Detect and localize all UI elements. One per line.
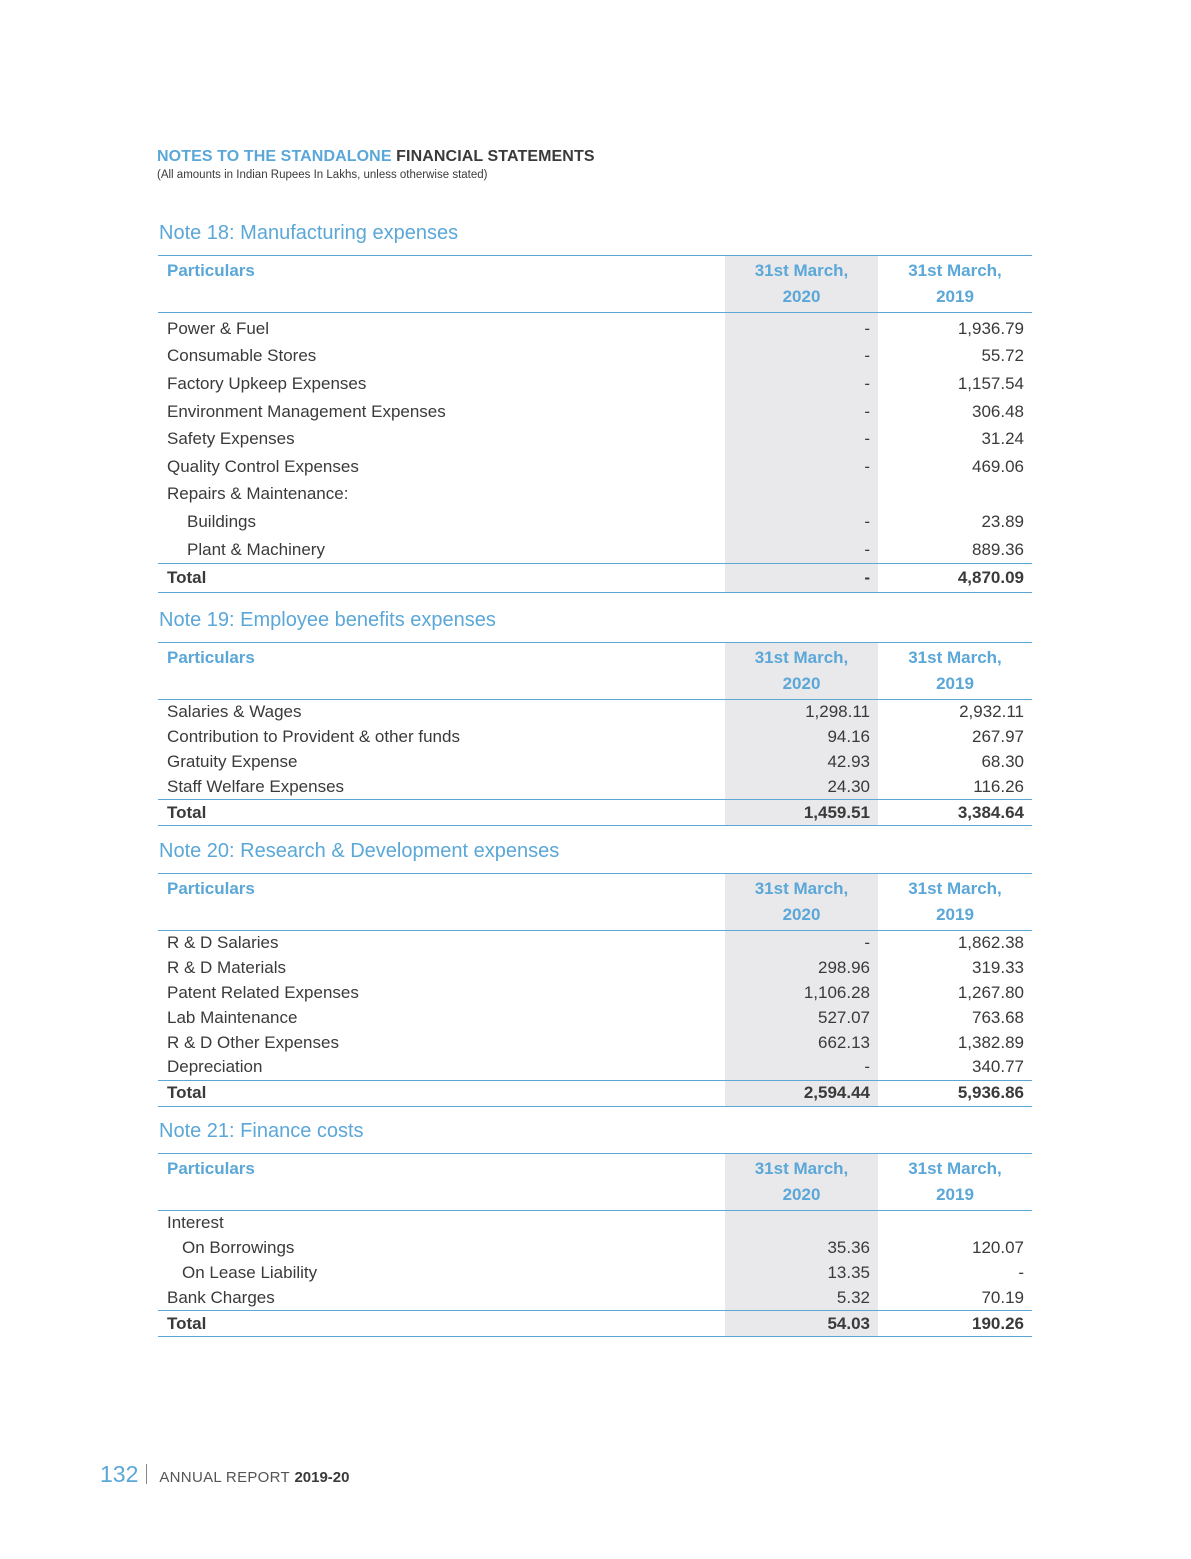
total-row	[158, 564, 1032, 593]
row-value-2020: -	[725, 425, 878, 453]
col-header-particulars: Particulars	[158, 643, 725, 700]
total-value-2020: 2,594.44	[725, 1080, 878, 1106]
note19-table	[158, 642, 1032, 826]
note20-title: Note 20: Research & Development expenses	[159, 840, 560, 862]
row-label: Patent Related Expenses	[167, 982, 359, 1002]
table-row	[158, 774, 1032, 799]
total-row	[158, 1080, 1032, 1106]
row-value-2019: 1,936.79	[957, 318, 1024, 338]
row-label: R & D Materials	[167, 958, 287, 978]
table-row	[158, 398, 1032, 426]
page-number: 132	[100, 1461, 139, 1487]
row-label: Buildings	[187, 511, 256, 531]
total-value-2019: 5,936.86	[878, 1080, 1032, 1106]
row-label: Consumable Stores	[167, 346, 317, 366]
col-header-2020-line1: 31st March,	[754, 261, 849, 280]
row-label: Power & Fuel	[167, 318, 270, 338]
row-label: Depreciation	[167, 1057, 263, 1077]
table-row	[158, 931, 1032, 956]
row-label: Quality Control Expenses	[167, 456, 359, 476]
col-header-2020-line1: 31st March,	[754, 1159, 849, 1178]
col-header-2019-line2: 2019	[936, 1185, 974, 1204]
table-row	[158, 700, 1032, 725]
header-subtitle: (All amounts in Indian Rupees In Lakhs, unless otherwise stated)	[157, 169, 488, 181]
row-value-2019: 319.33	[972, 958, 1024, 978]
row-value-2020: -	[725, 398, 878, 426]
row-value-2019	[878, 1211, 1032, 1236]
row-value-2020: 662.13	[725, 1030, 878, 1055]
row-value-2019: 23.89	[981, 511, 1024, 531]
row-label: Staff Welfare Expenses	[167, 776, 345, 796]
row-label: Contribution to Provident & other funds	[167, 727, 460, 747]
col-header-2019-line2: 2019	[936, 674, 974, 693]
row-label: Factory Upkeep Expenses	[167, 373, 367, 393]
table-row	[158, 313, 1032, 343]
row-value-2019: 889.36	[972, 539, 1024, 559]
row-value-2020: -	[725, 453, 878, 481]
total-value-2020: 1,459.51	[725, 800, 878, 826]
table-row	[158, 425, 1032, 453]
row-value-2020: 527.07	[725, 1005, 878, 1030]
col-header-2020-line1: 31st March,	[754, 648, 849, 667]
row-value-2020: 5.32	[725, 1285, 878, 1310]
annual-report-label: ANNUAL REPORT	[159, 1469, 290, 1486]
row-label: Lab Maintenance	[167, 1007, 298, 1027]
note21-table	[158, 1153, 1032, 1337]
table-row	[158, 481, 1032, 509]
total-label: Total	[158, 1311, 725, 1337]
total-value-2020: 54.03	[725, 1311, 878, 1337]
row-value-2020	[725, 1211, 878, 1236]
row-value-2019: 1,157.54	[957, 373, 1024, 393]
row-label: Bank Charges	[167, 1287, 275, 1307]
row-value-2019: 1,862.38	[957, 933, 1024, 953]
row-value-2020: -	[725, 343, 878, 371]
header-title	[157, 148, 595, 166]
col-header-particulars: Particulars	[158, 256, 725, 313]
row-label: On Lease Liability	[182, 1262, 318, 1282]
col-header-2020-line2: 2020	[782, 905, 821, 924]
table-row	[158, 508, 1032, 536]
note21-title: Note 21: Finance costs	[159, 1120, 364, 1142]
col-header-2020-line1: 31st March,	[754, 879, 849, 898]
row-label: Salaries & Wages	[167, 702, 302, 722]
col-header-2019-line2: 2019	[936, 287, 974, 306]
note20-table	[158, 873, 1032, 1107]
header-title-part2: FINANCIAL STATEMENTS	[396, 148, 595, 165]
row-value-2020: -	[725, 508, 878, 536]
row-value-2019: -	[1018, 1262, 1024, 1282]
table-row	[158, 981, 1032, 1006]
table-row	[158, 1261, 1032, 1286]
row-label: Gratuity Expense	[167, 751, 298, 771]
row-value-2020: 35.36	[725, 1236, 878, 1261]
col-header-2020	[725, 643, 878, 700]
table-header-row	[158, 256, 1032, 313]
row-value-2020: 1,298.11	[725, 700, 878, 725]
table-row	[158, 1236, 1032, 1261]
row-value-2020: -	[725, 1055, 878, 1080]
table-row	[158, 370, 1032, 398]
page-footer	[100, 1461, 350, 1488]
row-label: Plant & Machinery	[187, 539, 325, 559]
annual-report-year: 2019-20	[294, 1469, 350, 1486]
table-row	[158, 1285, 1032, 1310]
row-label: R & D Salaries	[167, 933, 279, 953]
row-label: R & D Other Expenses	[167, 1032, 339, 1052]
row-value-2020: 42.93	[725, 750, 878, 775]
col-header-2019	[878, 874, 1032, 931]
col-header-2019-line1: 31st March,	[908, 1159, 1002, 1178]
row-value-2019: 267.97	[972, 727, 1024, 747]
row-value-2019	[878, 481, 1032, 509]
col-header-2020-line2: 2020	[782, 1185, 821, 1204]
table-row	[158, 956, 1032, 981]
row-value-2019: 70.19	[981, 1287, 1024, 1307]
row-value-2020: -	[725, 931, 878, 956]
row-label: On Borrowings	[182, 1238, 295, 1258]
table-row	[158, 343, 1032, 371]
row-label: Safety Expenses	[167, 429, 295, 449]
row-value-2019: 340.77	[972, 1057, 1024, 1077]
total-label: Total	[158, 1080, 725, 1106]
col-header-2019	[878, 1154, 1032, 1211]
table-row	[158, 1005, 1032, 1030]
row-value-2019: 469.06	[972, 456, 1024, 476]
table-row	[158, 1055, 1032, 1080]
row-value-2019: 116.26	[973, 776, 1024, 796]
total-row	[158, 800, 1032, 826]
row-value-2020: 13.35	[725, 1261, 878, 1286]
col-header-particulars: Particulars	[158, 1154, 725, 1211]
col-header-2020	[725, 256, 878, 313]
note18-title: Note 18: Manufacturing expenses	[159, 222, 459, 244]
total-row	[158, 1311, 1032, 1337]
col-header-2019-line1: 31st March,	[908, 648, 1002, 667]
row-label: Repairs & Maintenance:	[167, 484, 349, 504]
total-label: Total	[158, 564, 725, 593]
table-header-row	[158, 643, 1032, 700]
table-row	[158, 453, 1032, 481]
total-value-2019: 4,870.09	[878, 564, 1032, 593]
col-header-2019	[878, 256, 1032, 313]
row-value-2020: -	[725, 313, 878, 343]
row-value-2019: 2,932.11	[959, 702, 1024, 722]
col-header-2020	[725, 874, 878, 931]
header-title-part1: NOTES TO THE STANDALONE	[157, 148, 392, 165]
row-value-2019: 120.07	[972, 1238, 1024, 1258]
col-header-2019-line1: 31st March,	[908, 261, 1002, 280]
row-value-2019: 31.24	[981, 429, 1024, 449]
page-header	[157, 148, 595, 181]
row-value-2020: -	[725, 370, 878, 398]
row-value-2019: 55.72	[981, 346, 1024, 366]
col-header-2020	[725, 1154, 878, 1211]
col-header-2020-line2: 2020	[782, 287, 821, 306]
total-value-2019: 3,384.64	[878, 800, 1032, 826]
row-value-2020: -	[725, 536, 878, 564]
row-value-2019: 1,382.89	[957, 1032, 1024, 1052]
col-header-2020-line2: 2020	[782, 674, 821, 693]
total-label: Total	[158, 800, 725, 826]
col-header-2019-line2: 2019	[936, 905, 974, 924]
note19-title: Note 19: Employee benefits expenses	[159, 609, 496, 631]
row-value-2020	[725, 481, 878, 509]
row-label: Environment Management Expenses	[167, 401, 446, 421]
row-value-2019: 306.48	[972, 401, 1024, 421]
row-value-2019: 763.68	[972, 1007, 1024, 1027]
table-row	[158, 1030, 1032, 1055]
row-value-2020: 1,106.28	[725, 981, 878, 1006]
row-label: Interest	[167, 1213, 224, 1233]
footer-divider	[146, 1464, 147, 1484]
col-header-2019-line1: 31st March,	[908, 879, 1002, 898]
total-value-2019: 190.26	[878, 1311, 1032, 1337]
table-row	[158, 536, 1032, 564]
total-value-2020: -	[725, 564, 878, 593]
table-row	[158, 750, 1032, 775]
table-header-row	[158, 874, 1032, 931]
note18-table	[158, 255, 1032, 593]
row-value-2019: 68.30	[981, 751, 1024, 771]
col-header-particulars: Particulars	[158, 874, 725, 931]
table-header-row	[158, 1154, 1032, 1211]
row-value-2020: 94.16	[725, 725, 878, 750]
table-row	[158, 725, 1032, 750]
row-value-2020: 24.30	[725, 774, 878, 799]
col-header-2019	[878, 643, 1032, 700]
row-value-2019: 1,267.80	[957, 982, 1024, 1002]
table-row	[158, 1211, 1032, 1236]
row-value-2020: 298.96	[725, 956, 878, 981]
